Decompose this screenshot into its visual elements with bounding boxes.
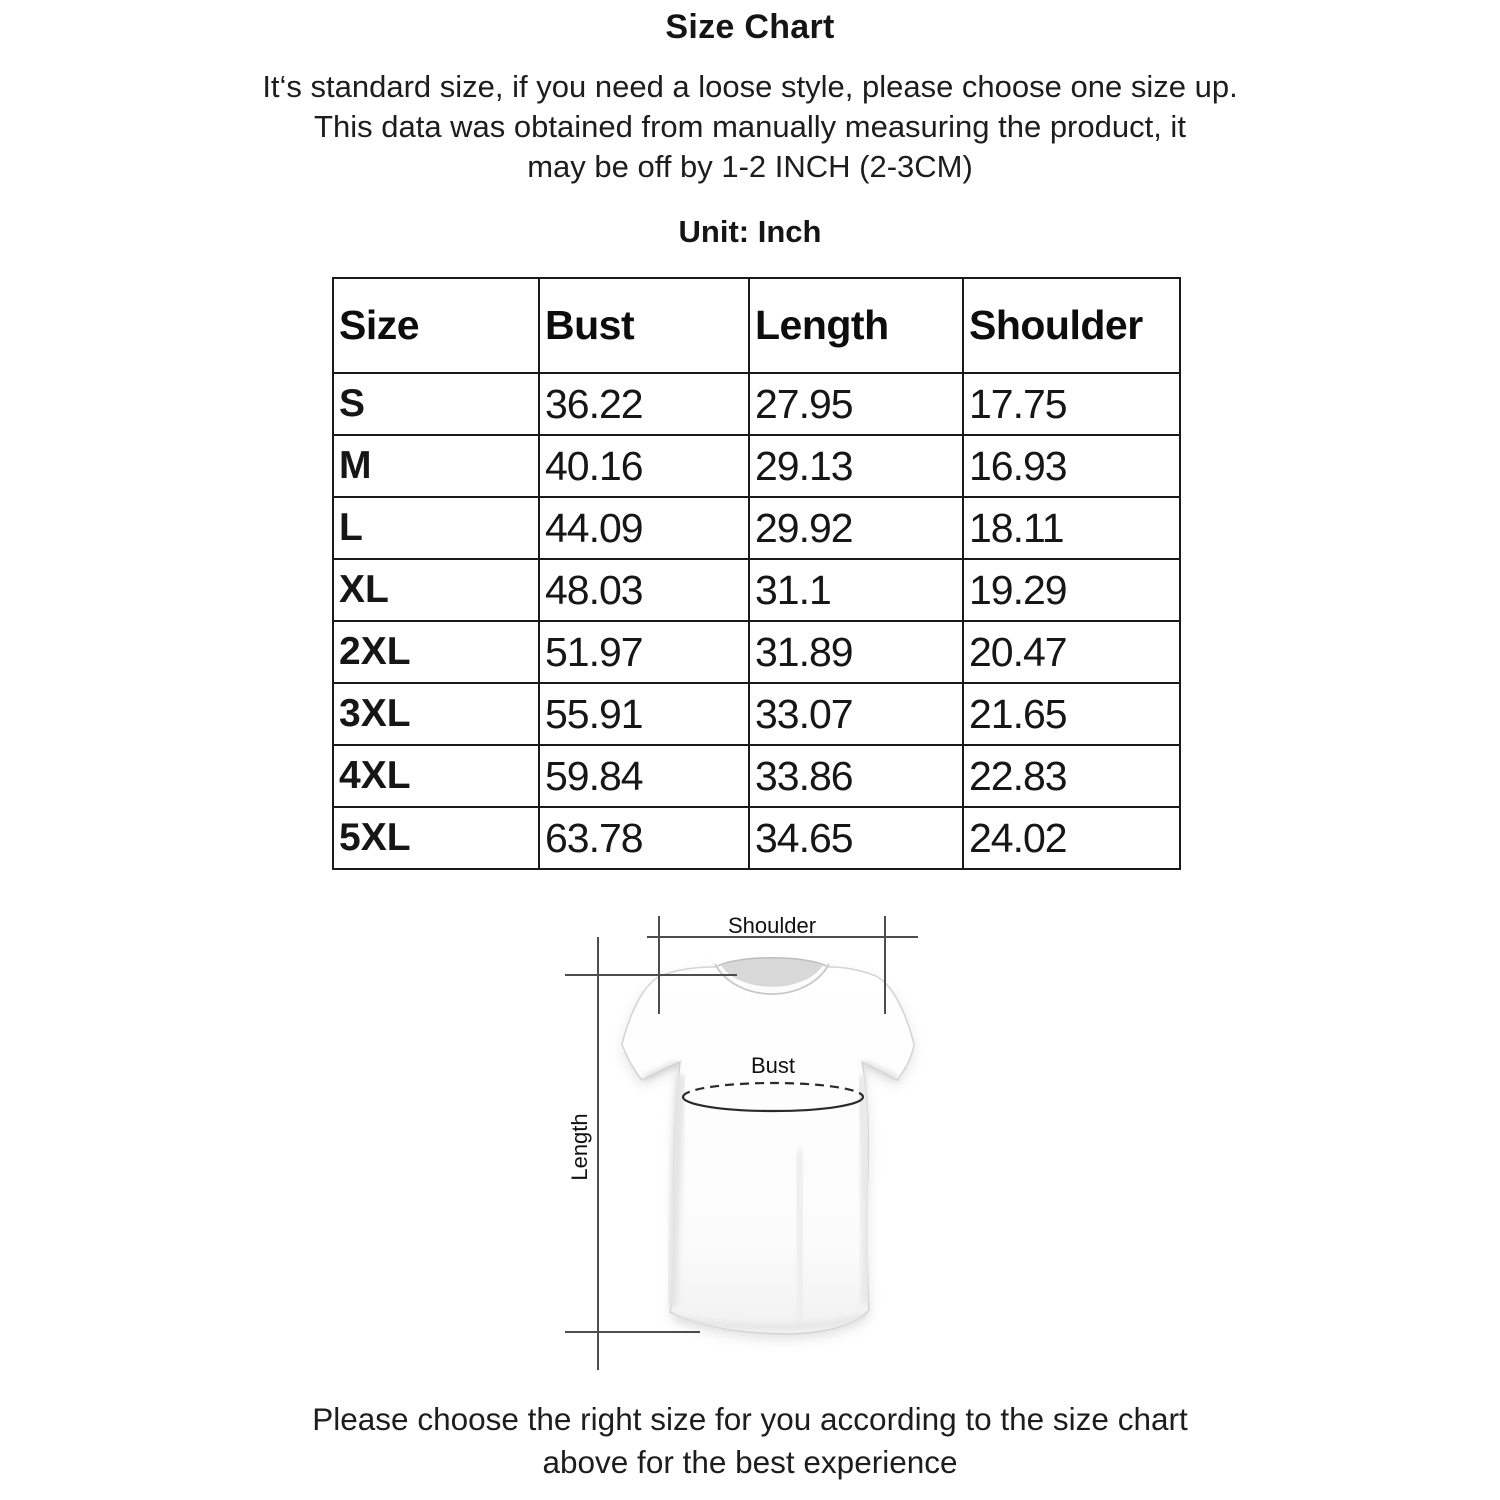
bust-cell: 55.91: [539, 683, 749, 745]
shoulder-cell: 17.75: [963, 373, 1180, 435]
table-row: [333, 745, 1180, 807]
length-cell: 34.65: [749, 807, 963, 869]
length-cell: 27.95: [749, 373, 963, 435]
bust-cell: 59.84: [539, 745, 749, 807]
shoulder-label: Shoulder: [727, 913, 817, 938]
page-title: Size Chart: [665, 8, 835, 46]
footer-note: [0, 1398, 1500, 1484]
length-cell: 33.86: [749, 745, 963, 807]
size-cell: 4XL: [333, 745, 539, 807]
shoulder-cell: 18.11: [963, 497, 1180, 559]
bust-cell: 63.78: [539, 807, 749, 869]
length-cell: 29.92: [749, 497, 963, 559]
table-row: [333, 621, 1180, 683]
length-label: Length: [566, 1113, 592, 1181]
table-row: [333, 373, 1180, 435]
table-row: [333, 435, 1180, 497]
table-row: [333, 807, 1180, 869]
size-cell: 5XL: [333, 807, 539, 869]
table-row: [333, 683, 1180, 745]
bust-cell: 51.97: [539, 621, 749, 683]
size-cell: L: [333, 497, 539, 559]
intro-line-3: may be off by 1-2 INCH (2-3CM): [527, 149, 973, 184]
measurement-diagram: [555, 893, 985, 1385]
intro-line-2: This data was obtained from manually measuring the product, it: [314, 109, 1186, 144]
size-cell: XL: [333, 559, 539, 621]
bust-cell: 48.03: [539, 559, 749, 621]
size-cell: M: [333, 435, 539, 497]
intro-paragraph: [0, 67, 1500, 187]
tshirt-graphic: [622, 958, 914, 1339]
size-table: [332, 277, 1181, 870]
bust-cell: 40.16: [539, 435, 749, 497]
size-cell: S: [333, 373, 539, 435]
footer-line-1: Please choose the right size for you according to the size chart: [312, 1401, 1188, 1437]
length-cell: 33.07: [749, 683, 963, 745]
shoulder-cell: 20.47: [963, 621, 1180, 683]
intro-line-1: It‘s standard size, if you need a loose style, please choose one size up.: [262, 69, 1238, 104]
footer-line-2: above for the best experience: [542, 1444, 958, 1480]
bust-label: Bust: [750, 1053, 796, 1078]
length-cell: 29.13: [749, 435, 963, 497]
length-cell: 31.89: [749, 621, 963, 683]
shoulder-cell: 21.65: [963, 683, 1180, 745]
shoulder-cell: 24.02: [963, 807, 1180, 869]
col-header-length: Length: [749, 278, 963, 373]
shoulder-cell: 19.29: [963, 559, 1180, 621]
size-cell: 3XL: [333, 683, 539, 745]
bust-cell: 36.22: [539, 373, 749, 435]
col-header-bust: Bust: [539, 278, 749, 373]
size-cell: 2XL: [333, 621, 539, 683]
col-header-shoulder: Shoulder: [963, 278, 1180, 373]
table-row: [333, 559, 1180, 621]
col-header-size: Size: [333, 278, 539, 373]
length-cell: 31.1: [749, 559, 963, 621]
shoulder-cell: 22.83: [963, 745, 1180, 807]
bust-cell: 44.09: [539, 497, 749, 559]
table-row: [333, 497, 1180, 559]
shoulder-cell: 16.93: [963, 435, 1180, 497]
unit-label: Unit: Inch: [678, 214, 822, 249]
table-header-row: [333, 278, 1180, 373]
